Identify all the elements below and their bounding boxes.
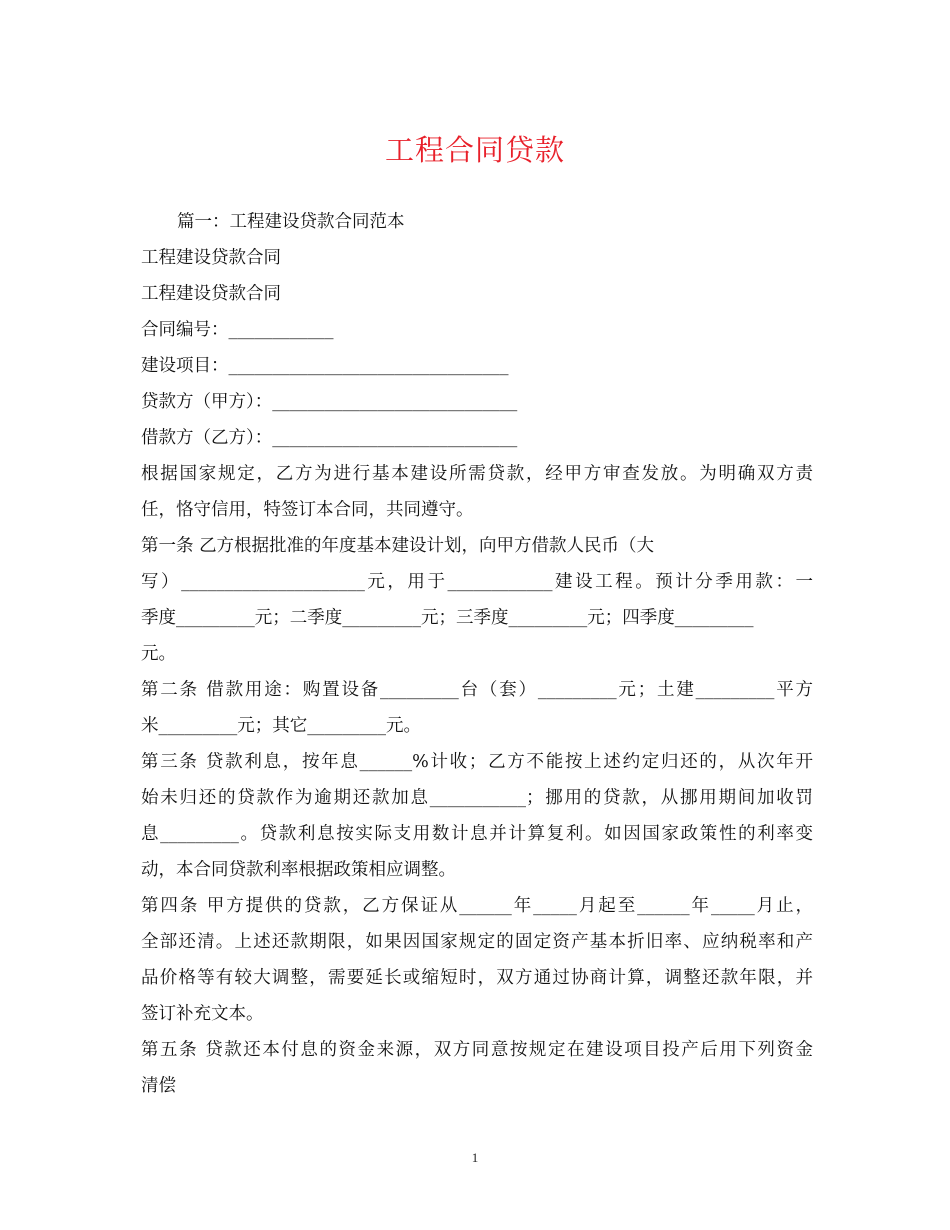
borrower-line: 借款方（乙方）：____________________________ [141,428,518,448]
article-4-line: 全部还清。上述还款期限，如果因国家规定的固定资产基本折旧率、应纳税率和产 [141,932,813,952]
paragraph-line: 根据国家规定，乙方为进行基本建设所需贷款，经甲方审查发放。为明确双方责 [141,464,813,484]
article-5-line: 清偿 [141,1076,176,1096]
article-2-line: 米_________元；其它_________元。 [141,716,421,736]
paragraph-line: 任，恪守信用，特签订本合同，共同遵守。 [141,500,474,520]
page-number: 1 [471,1150,479,1165]
article-3-line: 息_________。贷款利息按实际支用数计息并计算复利。如因国家政策性的利率变 [141,824,813,844]
article-1-line: 季度_________元；二季度_________元；三季度_________元；四季度_________ [141,608,754,628]
article-3-line: 始未归还的贷款作为逾期还款加息___________；挪用的贷款，从挪用期间加收罚 [141,788,813,808]
article-3-line: 动，本合同贷款利率根据政策相应调整。 [141,860,456,880]
article-1-line: 第一条 乙方根据批准的年度基本建设计划，向甲方借款人民币（大 [141,536,655,556]
lender-line: 贷款方（甲方）：____________________________ [141,392,518,412]
contract-name: 工程建设贷款合同 [141,248,281,268]
article-1-line: 元。 [141,644,176,664]
article-3-line: 第三条 贷款利息，按年息______%计收；乙方不能按上述约定归还的，从次年开 [141,752,813,772]
article-4-line: 品价格等有较大调整，需要延长或缩短时，双方通过协商计算，调整还款年限，并 [141,968,813,988]
contract-name: 工程建设贷款合同 [141,284,281,304]
document-body [141,204,813,1104]
article-4-line: 签订补充文本。 [141,1004,264,1024]
article-1-line: 写）_____________________元，用于____________建设工程。预计分季用款：一 [141,572,813,592]
contract-number-line: 合同编号：____________ [141,320,334,340]
article-5-line: 第五条 贷款还本付息的资金来源，双方同意按规定在建设项目投产后用下列资金 [141,1040,813,1060]
article-2-line: 第二条 借款用途：购置设备_________台（套）_________元；土建_________平方 [141,680,813,700]
project-line: 建设项目：________________________________ [141,356,509,376]
document-title: 工程合同贷款 [384,133,565,167]
article-4-line: 第四条 甲方提供的贷款，乙方保证从______年_____月起至______年_____月止， [141,896,813,916]
section-heading: 篇一：工程建设贷款合同范本 [177,212,405,232]
